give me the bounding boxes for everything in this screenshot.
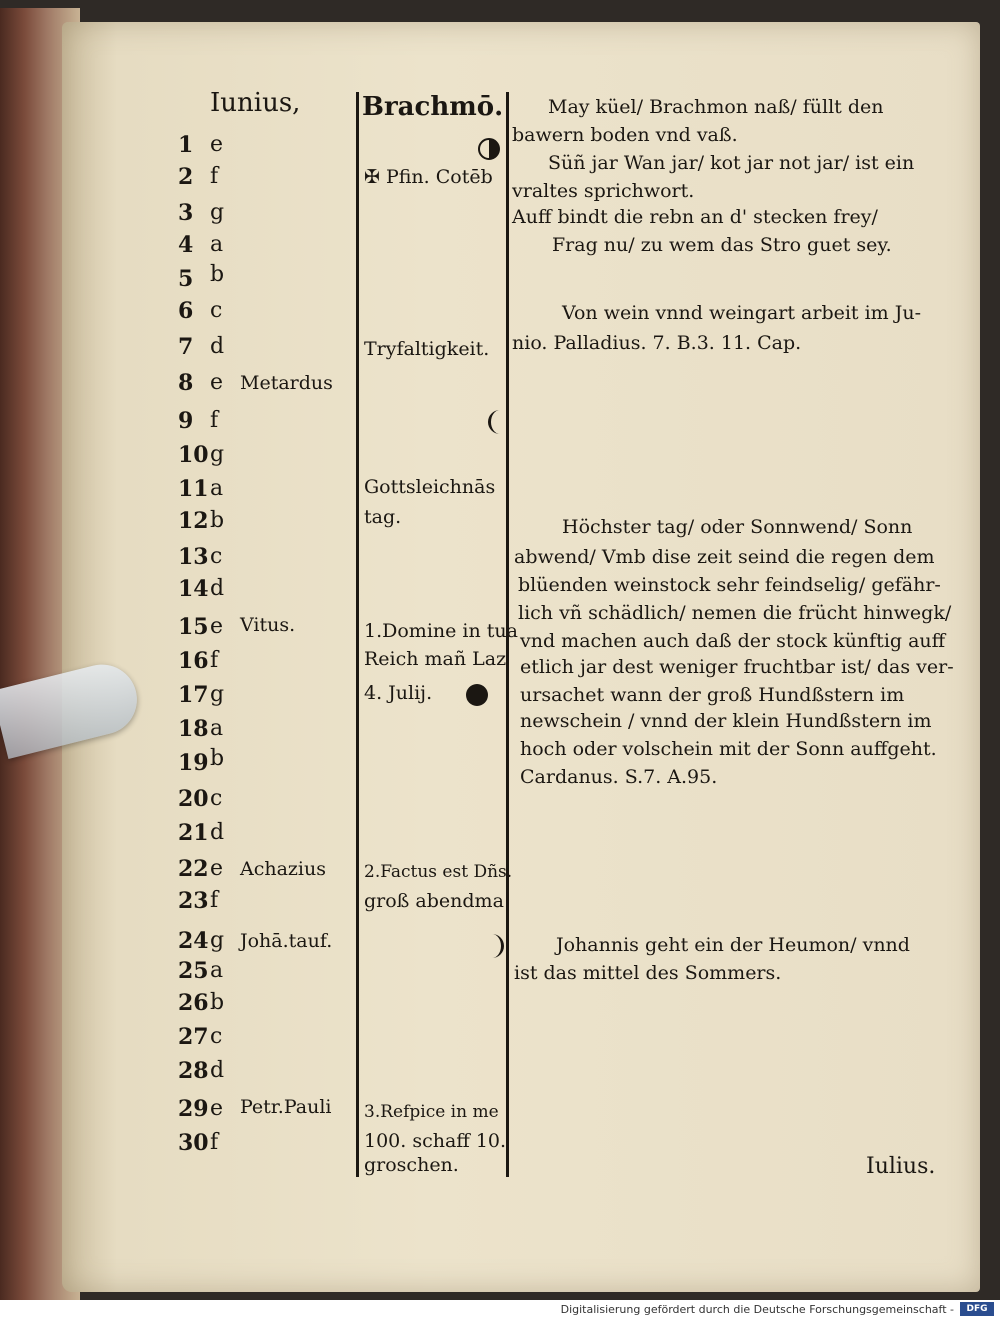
dominical-letter: g — [210, 442, 225, 467]
new-moon-icon — [464, 682, 490, 708]
day-number: 30 — [178, 1130, 209, 1156]
text-line: bawern boden vnd vaß. — [512, 124, 738, 146]
day-number: 17 — [178, 682, 209, 708]
saint-name: Petr.Pauli — [240, 1096, 332, 1118]
dominical-letter: e — [210, 856, 224, 881]
dominical-letter: e — [210, 132, 224, 157]
text-line: ist das mittel des Sommers. — [514, 962, 782, 984]
dominical-letter: f — [210, 408, 219, 433]
day-number: 9 — [178, 408, 194, 434]
text-line: abwend/ Vmb dise zeit seind die regen dem — [514, 546, 935, 568]
day-number: 11 — [178, 476, 209, 502]
dominical-letter: e — [210, 614, 224, 639]
dominical-letter: a — [210, 476, 224, 501]
text-line: Höchster tag/ oder Sonnwend/ Sonn — [562, 516, 913, 538]
dominical-letter: b — [210, 262, 225, 287]
day-number: 18 — [178, 716, 209, 742]
day-number: 10 — [178, 442, 209, 468]
dominical-letter: f — [210, 1130, 219, 1155]
feast-label: Reich mañ Laz — [364, 648, 507, 670]
digitization-footer — [0, 1300, 1000, 1319]
saint-name: Vitus. — [240, 614, 296, 636]
day-number: 22 — [178, 856, 209, 882]
dominical-letter: d — [210, 1058, 225, 1083]
day-number: 29 — [178, 1096, 209, 1122]
feast-label-continuation: groschen. — [364, 1154, 459, 1176]
text-line: blüenden weinstock sehr feindselig/ gefähr- — [518, 574, 941, 596]
dominical-letter: c — [210, 1024, 223, 1049]
day-number: 14 — [178, 576, 209, 602]
day-number: 23 — [178, 888, 209, 914]
saint-name: Johā.tauf. — [240, 930, 333, 952]
dominical-letter: a — [210, 716, 224, 741]
text-line: Johannis geht ein der Heumon/ vnnd — [556, 934, 910, 956]
dominical-letter: c — [210, 786, 223, 811]
dominical-letter: a — [210, 958, 224, 983]
dominical-letter: d — [210, 576, 225, 601]
dominical-letter: c — [210, 298, 223, 323]
dominical-letter: f — [210, 888, 219, 913]
dominical-letter: c — [210, 544, 223, 569]
text-line: Cardanus. S.7. A.95. — [520, 766, 718, 788]
text-line: Auff bindt die rebn an d' stecken frey/ — [512, 206, 878, 228]
feast-label: 100. schaff 10. — [364, 1130, 507, 1152]
text-line: vnd machen auch daß der stock künftig auff — [520, 630, 946, 652]
dominical-letter: b — [210, 508, 225, 533]
feast-label: 2.Factus est Dñs. — [364, 862, 513, 882]
feast-label: 4. Julij. — [364, 682, 433, 704]
feast-label: Gottsleichnās — [364, 476, 496, 498]
day-number: 4 — [178, 232, 194, 258]
dominical-letter: e — [210, 1096, 224, 1121]
dominical-letter: e — [210, 370, 224, 395]
month-latin-heading: Iunius, — [210, 88, 301, 118]
catchword: Iulius. — [866, 1154, 936, 1179]
feast-label: 3.Refpice in me — [364, 1102, 499, 1122]
feast-label: tag. — [364, 506, 402, 528]
day-number: 26 — [178, 990, 209, 1016]
dominical-letter: g — [210, 682, 225, 707]
dfg-logo: DFG — [960, 1302, 994, 1316]
crescent-moon-icon — [484, 408, 508, 436]
dominical-letter: g — [210, 200, 225, 225]
feast-label: 1.Domine in tua — [364, 620, 518, 642]
feast-label: Tryfaltigkeit. — [364, 338, 490, 360]
text-line: Frag nu/ zu wem das Stro guet sey. — [552, 234, 892, 256]
feast-label: ✠ Pfin. Cotēb — [364, 166, 493, 188]
text-line: lich vñ schädlich/ nemen die frücht hinwegk/ — [518, 602, 952, 624]
day-number: 13 — [178, 544, 209, 570]
day-number: 21 — [178, 820, 209, 846]
text-line: hoch oder volschein mit der Sonn auffgeht. — [520, 738, 937, 760]
day-number: 19 — [178, 750, 209, 776]
day-number: 1 — [178, 132, 194, 158]
text-line: nio. Palladius. 7. B.3. 11. Cap. — [512, 332, 802, 354]
text-line: ursachet wann der groß Hundßstern im — [520, 684, 905, 706]
text-line: etlich jar dest weniger fruchtbar ist/ das ver- — [520, 656, 954, 678]
day-number: 5 — [178, 266, 194, 292]
dominical-letter: f — [210, 164, 219, 189]
day-number: 24 — [178, 928, 209, 954]
day-number: 6 — [178, 298, 194, 324]
day-number: 8 — [178, 370, 194, 396]
dominical-letter: d — [210, 334, 225, 359]
dominical-letter: d — [210, 820, 225, 845]
dominical-letter: a — [210, 232, 224, 257]
day-number: 27 — [178, 1024, 209, 1050]
text-line: vraltes sprichwort. — [512, 180, 695, 202]
text-line: Von wein vnnd weingart arbeit im Ju- — [562, 302, 922, 324]
day-number: 7 — [178, 334, 194, 360]
dominical-letter: g — [210, 928, 225, 953]
funding-notice: Digitalisierung gefördert durch die Deutsche Forschungsgemeinschaft - — [560, 1303, 954, 1316]
column-rule-left — [356, 92, 359, 1177]
day-number: 28 — [178, 1058, 209, 1084]
month-german-heading: Brachmō. — [362, 92, 504, 122]
dominical-letter: f — [210, 648, 219, 673]
day-number: 16 — [178, 648, 209, 674]
day-number: 2 — [178, 164, 194, 190]
day-number: 3 — [178, 200, 194, 226]
dominical-letter: b — [210, 990, 225, 1015]
text-line: newschein / vnnd der klein Hundßstern im — [520, 710, 932, 732]
saint-name: Metardus — [240, 372, 333, 394]
text-line: May küel/ Brachmon naß/ füllt den — [548, 96, 884, 118]
day-number: 12 — [178, 508, 209, 534]
text-line: Süñ jar Wan jar/ kot jar not jar/ ist ein — [548, 152, 915, 174]
day-number: 25 — [178, 958, 209, 984]
feast-label: groß abendma| — [364, 890, 511, 912]
dominical-letter: b — [210, 746, 225, 771]
last-quarter-moon-icon — [484, 932, 508, 960]
day-number: 15 — [178, 614, 209, 640]
day-number: 20 — [178, 786, 209, 812]
first-quarter-moon-icon — [476, 136, 502, 162]
saint-name: Achazius — [240, 858, 327, 880]
